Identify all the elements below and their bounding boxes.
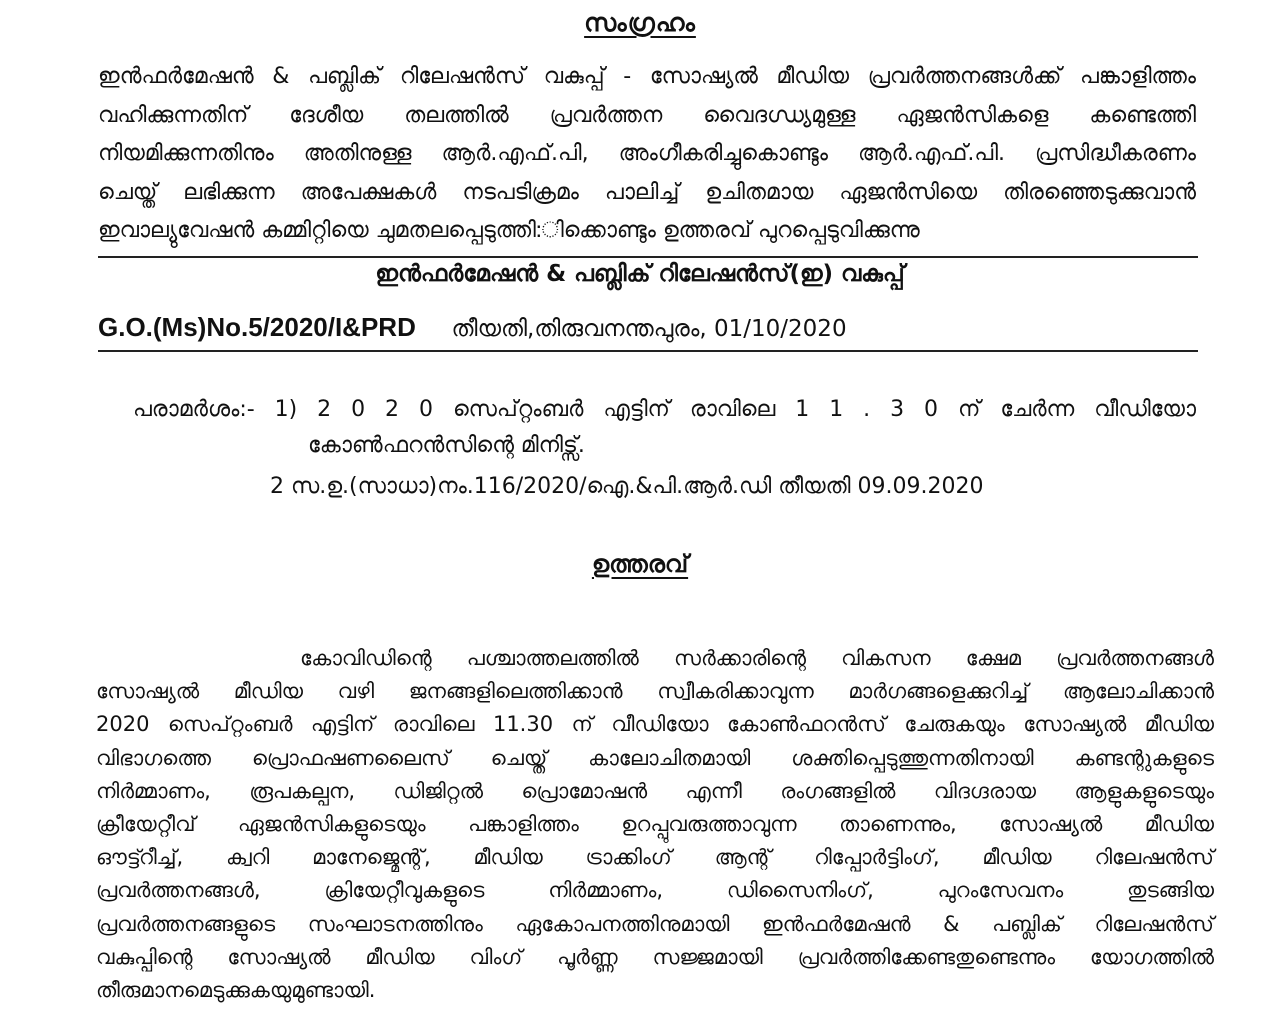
body-line: ഔട്ട്റീച്ച്, ക്വറി മാനേജ്മെന്റ്, മീഡിയ ട്രാക്കിംഗ് ആന്റ് റിപ്പോർട്ടിംഗ്, മീഡിയ റിലേഷൻസ് bbox=[96, 845, 1214, 870]
reference-2: 2 സ.ഉ.(സാധാ)നം.116/2020/ഐ.&പി.ആർ.ഡി തീയതി 09.09.2020 bbox=[270, 474, 984, 499]
department-heading: ഇൻഫർമേഷൻ & പബ്ലിക് റിലേഷൻസ്(ഇ) വകുപ്പ് bbox=[375, 261, 905, 287]
body-line: കോവിഡിന്റെ പശ്ചാത്തലത്തിൽ സർക്കാരിന്റെ വികസന ക്ഷേമ പ്രവർത്തനങ്ങൾ bbox=[300, 646, 1214, 670]
summary-line: ഇൻഫർമേഷൻ & പബ്ലിക് റിലേഷൻസ് വകുപ്പ് - സോഷ്യൽ മീഡിയ പ്രവർത്തനങ്ങൾക്ക് പങ്കാളിത്തം bbox=[98, 64, 1196, 89]
summary-line: നിയമിക്കുന്നതിനും അതിനുള്ള ആർ.എഫ്.പി, അംഗീകരിച്ചുകൊണ്ടും ആർ.എഫ്.പി. പ്രസിദ്ധീകരണം bbox=[98, 141, 1196, 166]
references-block bbox=[133, 392, 1196, 464]
body-line: തീരുമാനമെടുക്കുകയുമുണ്ടായി. bbox=[96, 978, 376, 1003]
go-line bbox=[98, 312, 1198, 343]
go-date: തീയതി,തിരുവനന്തപുരം, 01/10/2020 bbox=[451, 316, 847, 342]
body-line: 2020 സെപ്റ്റംബർ എട്ടിന് രാവിലെ 11.30 ന് വീഡിയോ കോൺഫറൻസ് ചേരുകയും സോഷ്യൽ മീഡിയ bbox=[96, 712, 1214, 737]
order-heading bbox=[0, 550, 1280, 578]
body-line: ക്രീയേറ്റീവ് ഏജൻസികളുടെയും പങ്കാളിത്തം ഉറപ്പുവരുത്താവുന്ന താണെന്നും, സോഷ്യൽ മീഡിയ bbox=[96, 812, 1214, 837]
divider-bottom bbox=[98, 350, 1198, 352]
body-line: സോഷ്യൽ മീഡിയ വഴി ജനങ്ങളിലെത്തിക്കാൻ സ്വീകരിക്കാവുന്ന മാർഗങ്ങളെക്കുറിച്ച് ആലോചിക്കാൻ bbox=[96, 679, 1214, 704]
reference-1-continued: കോൺഫറൻസിന്റെ മിനിട്സ്. bbox=[308, 433, 585, 458]
body-line: വകുപ്പിന്റെ സോഷ്യൽ മീഡിയ വിംഗ് പൂർണ്ണ സജ്ജമായി പ്രവർത്തിക്കേണ്ടതുണ്ടെന്നും യോഗത്തിൽ bbox=[96, 944, 1214, 969]
go-number: G.O.(Ms)No.5/2020/I&PRD bbox=[98, 312, 416, 342]
summary-line: ചെയ്ത് ലഭിക്കുന്ന അപേക്ഷകൾ നടപടിക്രമം പാലിച്ച് ഉചിതമായ ഏജൻസിയെ തിരഞ്ഞെടുക്കുവാൻ bbox=[98, 179, 1196, 205]
summary-line: ഇവാല്യുവേഷൻ കമ്മിറ്റിയെ ചുമതലപ്പെടുത്തി:ിക്കൊണ്ടും ഉത്തരവ് പുറപ്പെടുവിക്കുന്നു bbox=[98, 218, 920, 243]
divider-top bbox=[98, 256, 1198, 258]
order-body bbox=[96, 642, 1214, 1007]
title-text: സംഗ്രഹം bbox=[584, 8, 696, 37]
summary-block bbox=[98, 58, 1196, 251]
document-title bbox=[0, 8, 1280, 38]
order-heading-text: ഉത്തരവ് bbox=[591, 550, 689, 578]
body-line: പ്രവർത്തനങ്ങൾ, ക്രിയേറ്റീവുകളുടെ നിർമ്മാണം, ഡിസൈനിംഗ്, പുറംസേവനം തുടങ്ങിയ bbox=[96, 878, 1214, 903]
summary-line: വഹിക്കുന്നതിന് ദേശീയ തലത്തിൽ പ്രവർത്തന വൈദഗ്ധ്യമുള്ള ഏജൻസികളെ കണ്ടെത്തി bbox=[98, 102, 1196, 128]
body-line: പ്രവർത്തനങ്ങളുടെ സംഘാടനത്തിനും ഏകോപനത്തിനുമായി ഇൻഫർമേഷൻ & പബ്ലിക് റിലേഷൻസ് bbox=[96, 911, 1214, 936]
reference-1: പരാമർശം:- 1) 2 0 2 0 സെപ്റ്റംബർ എട്ടിന് രാവിലെ 1 1 . 3 0 ന് ചേർന്ന വീഡിയോ bbox=[133, 397, 1196, 422]
body-line: വിഭാഗത്തെ പ്രൊഫഷണലൈസ് ചെയ്ത് കാലോചിതമായി ശക്തിപ്പെടുത്തുന്നതിനായി കണ്ടന്റുകളുടെ bbox=[96, 745, 1214, 770]
body-line: നിർമ്മാണം, രൂപകല്പന, ഡിജിറ്റൽ പ്രൊമോഷൻ എന്നീ രംഗങ്ങളിൽ വിദഗ്ദരായ ആളുകളുടെയും bbox=[96, 778, 1214, 803]
